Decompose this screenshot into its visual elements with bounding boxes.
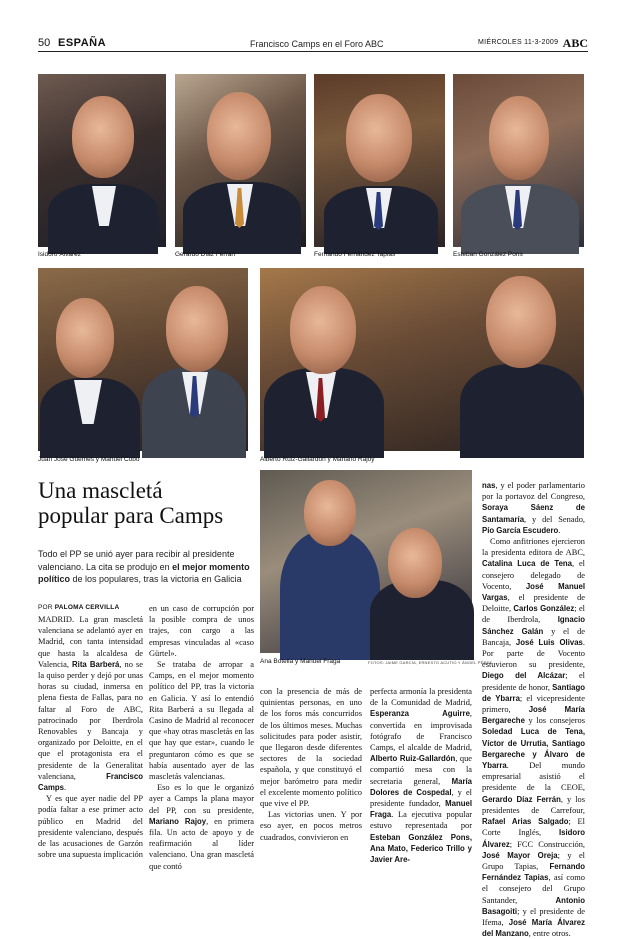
body-column-5 xyxy=(482,480,585,939)
caption-esteban-gonzalez-pons: Esteban González Pons xyxy=(453,251,523,258)
section-name: ESPAÑA xyxy=(58,37,107,49)
paragraph: perfecta armonía la presidenta de la Comunidad de Madrid, Esperanza Aguirre, convertida en improvisada fotógrafo de Francisco Camps, el alcalde de Madrid, Alberto Ruiz-Gallardón, que compartió mesa con la secretaria general, María Dolores de Cospedal, y el presidente fundador, Manuel Fraga. La ejecutiva popular estuvo representada por Esteban González Pons, Ana Mato, Federico Trillo y Javier Are- xyxy=(370,687,472,865)
photo-credit: FOTOS: JAIME GARCÍA, ERNESTO ACUTIO Y ÁNGEL PÉREZ xyxy=(368,660,493,665)
body-column-3 xyxy=(260,686,362,843)
article-lead: Todo el PP se unió ayer para recibir al presidente valenciano. La cita se produjo en el mejor momento político de los populares, tras la victoria en Galicia xyxy=(38,549,250,584)
body-column-4 xyxy=(370,686,472,865)
caption-fernando-fernandez-tapias: Fernando Fernández Tapias xyxy=(314,251,396,258)
paragraph: Se trataba de arropar a Camps, en el mejor momento político del PP, tras la victoria en Galicia. Y así lo entendió Rita Barberá a su llegada al Casino de Madrid al reconocer que «hay otras mascletás en las que hay que estar», cuando le preguntaron cómo es que se había ausentado ayer de las mascletás valencianas. xyxy=(149,660,254,782)
page-header xyxy=(38,36,588,52)
caption-isidoro-alvarez: Isidoro Álvarez xyxy=(38,251,81,258)
photo-esteban-gonzalez-pons xyxy=(453,74,584,247)
photo-gerardo-diaz-ferran xyxy=(175,74,306,247)
paragraph: en un caso de corrupción por la posible compra de unos trajes, con cargo a las empresas vinculadas al «caso Gürtel». xyxy=(149,604,254,658)
page-number: 50 xyxy=(38,37,51,49)
paragraph: con la presencia de más de quinientas personas, en uno de los foros más concurridos de los últimos meses. Muchas solicitudes para poder asistir, que llegaron desde diferentes sectores de la sociedad española, y que constituyó el mejor barómetro para medir el excelente momento político que vive el PP. xyxy=(260,687,362,809)
caption-guemes-cobo: Juan José Güemes y Manuel Cobo xyxy=(38,456,140,463)
headline-line-2: popular para Camps xyxy=(38,503,224,528)
issue-date: MIÉRCOLES 11-3-2009 xyxy=(478,39,559,46)
photo-botella-fraga xyxy=(260,470,472,653)
paragraph: MADRID. La gran mascletá valenciana se adelantó ayer en Madrid, con tanta intensidad que hasta la alcaldesa de Valencia, Rita Barberá, no se la quiso perder y dejó por unas horas su ciudad, inmersa en plena fiesta de Fallas, para no faltar al Foro de ABC, patrocinado por Iberdrola Renovables y Bancaja y organizado por Deloitte, en el que el protagonista era el presidente de la Generalitat valenciana, Francisco Camps. xyxy=(38,615,143,793)
paragraph: nas, y el poder parlamentario por la portavoz del Congreso, Soraya Sáenz de Santamaría, y del Senado, Pío García Escudero. xyxy=(482,481,585,535)
article-headline xyxy=(38,478,253,528)
byline: POR PALOMA CERVILLA xyxy=(38,604,120,611)
photo-isidoro-alvarez xyxy=(38,74,166,247)
paragraph: Eso es lo que le organizó ayer a Camps la plana mayor del PP, con su presidente, Mariano Rajoy, en primera fila. Un acto de apoyo y de reafirmación al líder valenciano. Una gran mascletá que contó xyxy=(149,783,254,871)
photo-gallardon-rajoy xyxy=(260,268,584,451)
caption-gallardon-rajoy: Alberto Ruiz-Gallardón y Mariano Rajoy xyxy=(260,456,375,463)
caption-botella-fraga: Ana Botella y Manuel Fraga xyxy=(260,658,341,665)
photo-fernando-fernandez-tapias xyxy=(314,74,445,247)
body-column-1 xyxy=(38,614,143,860)
headline-line-1: Una mascletá xyxy=(38,478,163,503)
paragraph: Las victorias unen. Y por eso ayer, en pocos metros cuadrados, convivieron en xyxy=(260,810,362,842)
section-topic: Francisco Camps en el Foro ABC xyxy=(250,39,384,49)
photo-guemes-cobo xyxy=(38,268,248,451)
paragraph: Como anfitriones ejercieron la presidenta editora de ABC, Catalina Luca de Tena, el consejero delegado de Vocento, José Manuel Vargas, el presidente de Deloitte, Carlos González; el de Iberdrola, Ignacio Sánchez Galán y el de Bancaja, José Luis Olivas. Por parte de Vocento estuvieron su presidente, Diego del Alcázar; el presidente de honor, Santiago de Ybarra; el vicepresidente primero, José María Bergareche y los consejeros Soledad Luca de Tena, Víctor de Urrutia, Santiago Bergareche y Álvaro de Ybarra. Del mundo empresarial asistió el presidente de la CEOE, Gerardo Díaz Ferrán, y los presidentes de Carrefour, Rafael Arias Salgado; El Corte Inglés, Isidoro Álvarez; FCC Construcción, José Mayor Oreja; y el Grupo Tapias, Fernando Fernández Tapias, así como el consejero del Grupo Santander, Antonio Basagoiti; y el presidente de Ifema, José María Álvarez del Manzano, entre otros. xyxy=(482,537,586,939)
paragraph: Y es que ayer nadie del PP podía faltar a ese primer acto público en Madrid del presidente valenciano, después de las acusaciones de Garzón sobre una supuesta implicación xyxy=(38,794,143,860)
abc-logo: ABC xyxy=(562,36,588,50)
caption-gerardo-diaz-ferran: Gerardo Díaz Ferrán xyxy=(175,251,235,258)
body-column-2 xyxy=(149,603,254,872)
